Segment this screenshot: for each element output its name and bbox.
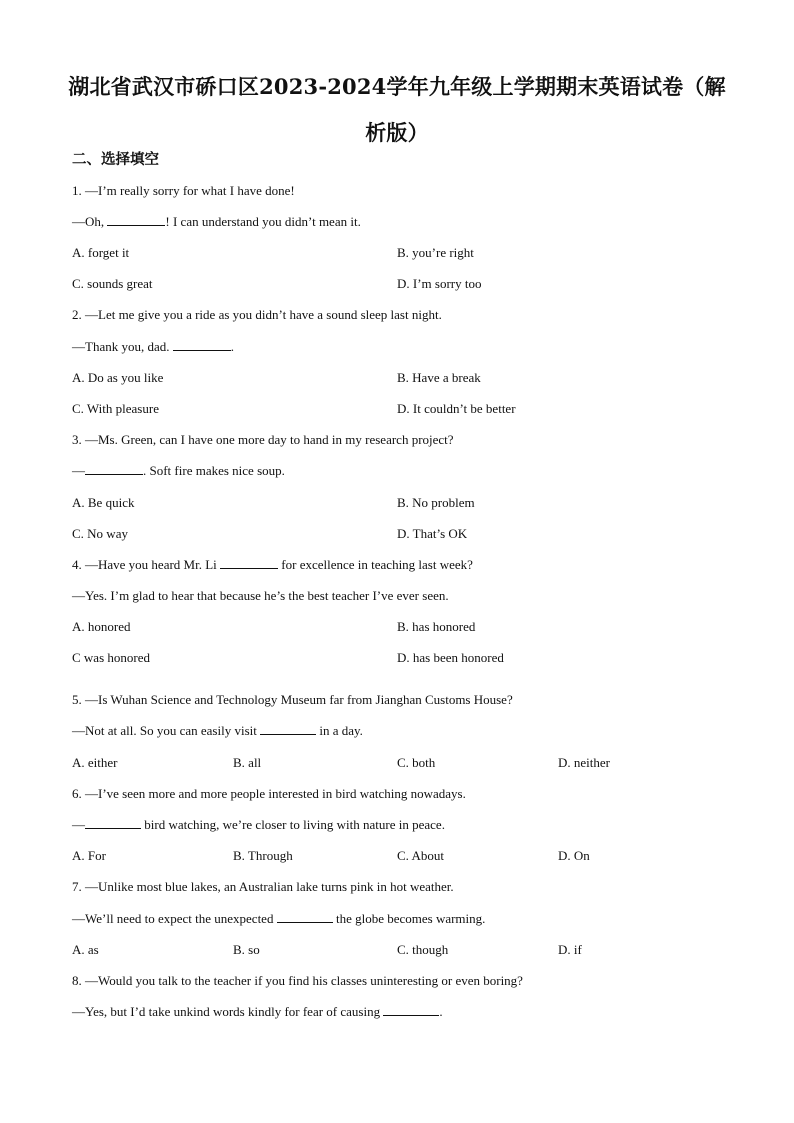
question-1-reply <box>72 214 361 230</box>
reply-text: in a day. <box>316 723 363 738</box>
question-6-option-d[interactable]: D. On <box>558 848 590 863</box>
question-2-option-a[interactable]: A. Do as you like <box>72 370 164 385</box>
question-2-option-b[interactable]: B. Have a break <box>397 370 481 385</box>
question-3-option-b[interactable]: B. No problem <box>397 495 475 510</box>
question-4-option-c[interactable]: C was honored <box>72 650 150 665</box>
question-7-stem: 7. —Unlike most blue lakes, an Australian lake turns pink in hot weather. <box>72 879 454 894</box>
question-7-option-c[interactable]: C. though <box>397 942 449 957</box>
title-line-2: 析版） <box>365 120 429 145</box>
question-2-stem: 2. —Let me give you a ride as you didn’t have a sound sleep last night. <box>72 307 442 322</box>
question-5-reply <box>72 723 363 739</box>
question-5-stem: 5. —Is Wuhan Science and Technology Museum far from Jianghan Customs House? <box>72 692 513 707</box>
answer-blank <box>107 214 165 226</box>
question-4-option-b[interactable]: B. has honored <box>397 619 476 634</box>
question-6-option-a[interactable]: A. For <box>72 848 106 863</box>
question-5-option-d[interactable]: D. neither <box>558 755 610 770</box>
reply-text: ! I can understand you didn’t mean it. <box>165 214 361 229</box>
question-4-stem <box>72 557 473 573</box>
question-7-option-b[interactable]: B. so <box>233 942 260 957</box>
question-7-reply <box>72 911 485 927</box>
question-2-option-c[interactable]: C. With pleasure <box>72 401 159 416</box>
question-3-stem: 3. —Ms. Green, can I have one more day to hand in my research project? <box>72 432 454 447</box>
question-6-option-b[interactable]: B. Through <box>233 848 293 863</box>
answer-blank <box>260 723 316 735</box>
answer-blank <box>220 557 278 569</box>
stem-text: for excellence in teaching last week? <box>278 557 473 572</box>
question-3-option-a[interactable]: A. Be quick <box>72 495 135 510</box>
question-1-option-d[interactable]: D. I’m sorry too <box>397 276 482 291</box>
question-5-option-a[interactable]: A. either <box>72 755 118 770</box>
answer-blank <box>85 463 143 475</box>
question-7-option-a[interactable]: A. as <box>72 942 99 957</box>
question-6-reply <box>72 817 445 833</box>
question-8-stem: 8. —Would you talk to the teacher if you find his classes uninteresting or even boring? <box>72 973 523 988</box>
answer-blank <box>173 339 231 351</box>
reply-text: the globe becomes warming. <box>332 911 486 926</box>
title-line-1: 湖北省武汉市硚口区2023-2024学年九年级上学期期末英语试卷（解 <box>68 74 726 99</box>
reply-text: — <box>72 817 85 832</box>
question-1-option-c[interactable]: C. sounds great <box>72 276 153 291</box>
reply-text: —Not at all. So you can easily visit <box>72 723 261 738</box>
reply-text: —Yes, but I’d take unkind words kindly for fear of causing <box>72 1004 384 1019</box>
reply-text: —Thank you, dad. <box>72 339 173 354</box>
question-4-option-d[interactable]: D. has been honored <box>397 650 504 665</box>
answer-blank <box>85 817 141 829</box>
reply-text: —Oh, <box>72 214 108 229</box>
reply-text: —We’ll need to expect the unexpected <box>72 911 277 926</box>
reply-text: . <box>230 339 234 354</box>
question-3-option-d[interactable]: D. That’s OK <box>397 526 468 541</box>
question-6-stem: 6. —I’ve seen more and more people interested in bird watching nowadays. <box>72 786 466 801</box>
question-1-option-b[interactable]: B. you’re right <box>397 245 474 260</box>
question-7-option-d[interactable]: D. if <box>558 942 582 957</box>
question-2-option-d[interactable]: D. It couldn’t be better <box>397 401 516 416</box>
question-6-option-c[interactable]: C. About <box>397 848 444 863</box>
page-title <box>60 64 734 156</box>
answer-blank <box>383 1004 439 1016</box>
reply-text: bird watching, we’re closer to living with nature in peace. <box>141 817 445 832</box>
reply-text: . Soft fire makes nice soup. <box>143 463 285 478</box>
question-4-reply: —Yes. I’m glad to hear that because he’s the best teacher I’ve ever seen. <box>72 588 449 603</box>
question-2-reply <box>72 339 234 355</box>
question-5-option-c[interactable]: C. both <box>397 755 436 770</box>
question-4-option-a[interactable]: A. honored <box>72 619 131 634</box>
question-3-option-c[interactable]: C. No way <box>72 526 128 541</box>
stem-text: 4. —Have you heard Mr. Li <box>72 557 221 572</box>
section-heading: 二、选择填空 <box>72 152 159 168</box>
answer-blank <box>277 911 333 923</box>
question-8-reply <box>72 1004 443 1020</box>
question-5-option-b[interactable]: B. all <box>233 755 262 770</box>
question-3-reply <box>72 463 285 479</box>
question-1-option-a[interactable]: A. forget it <box>72 245 130 260</box>
reply-text: . <box>439 1004 443 1019</box>
reply-text: — <box>72 463 85 478</box>
question-1-stem: 1. —I’m really sorry for what I have done! <box>72 183 295 198</box>
